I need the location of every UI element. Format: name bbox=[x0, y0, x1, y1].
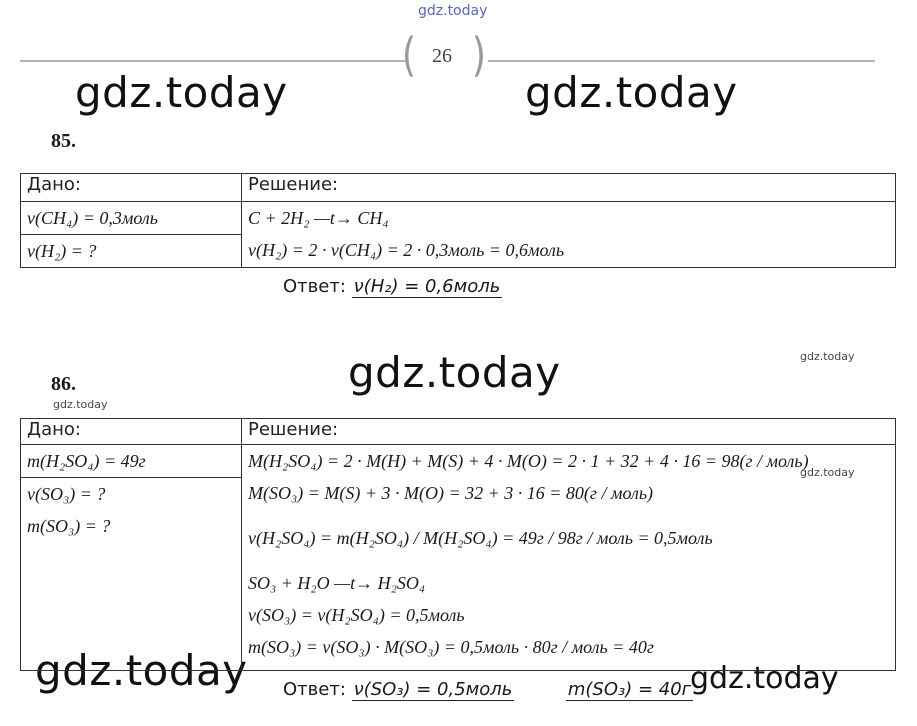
solution-cell bbox=[242, 445, 896, 671]
solution-line: C + 2H₂ —t→ CH₄ bbox=[248, 208, 389, 228]
problem-86-table bbox=[20, 418, 896, 671]
solution-line: m(SO₃) = ν(SO₃) · M(SO₃) = 0,5моль · 80г / моль = 40г bbox=[248, 637, 654, 657]
answer-label: Ответ: bbox=[283, 679, 346, 700]
solution-line: M(H₂SO₄) = 2 · M(H) + M(S) + 4 · M(O) = 2 · 1 + 32 + 4 · 16 = 98(г / моль) bbox=[248, 451, 809, 471]
header-rule-right bbox=[488, 60, 875, 62]
solution-line: M(SO₃) = M(S) + 3 · M(O) = 32 + 3 · 16 = 80(г / моль) bbox=[248, 483, 654, 503]
solution-header: Решение: bbox=[242, 419, 896, 445]
answer-85 bbox=[283, 276, 502, 297]
watermark-top: gdz.today bbox=[418, 3, 488, 19]
solution-header: Решение: bbox=[242, 174, 896, 202]
given-cell bbox=[21, 445, 242, 671]
answer-label: Ответ: bbox=[283, 276, 346, 297]
solution-line: ν(SO₃) = ν(H₂SO₄) = 0,5моль bbox=[248, 605, 465, 625]
solution-line: ν(H₂) = 2 · ν(CH₄) = 2 · 0,3моль = 0,6моль bbox=[248, 240, 565, 260]
answer-value: m(SO₃) = 40г bbox=[567, 679, 692, 700]
problem-number: 86. bbox=[51, 373, 76, 395]
solution-line: SO₃ + H₂O —t→ H₂SO₄ bbox=[248, 573, 426, 593]
given-item: ν(SO₃) = ? bbox=[27, 484, 106, 504]
page-bracket-left: ( bbox=[401, 28, 417, 82]
solution-cell bbox=[242, 202, 896, 268]
watermark: gdz.today bbox=[348, 348, 561, 397]
page-number: 26 bbox=[432, 45, 452, 67]
given-header: Дано: bbox=[21, 419, 242, 445]
watermark-small: gdz.today bbox=[800, 350, 855, 363]
watermark-small: gdz.today bbox=[800, 466, 855, 479]
problem-85-table bbox=[20, 173, 896, 268]
watermark: gdz.today bbox=[35, 646, 248, 695]
watermark: gdz.today bbox=[525, 68, 738, 117]
answer-value: ν(SO₃) = 0,5моль bbox=[353, 679, 513, 700]
answer-86 bbox=[283, 679, 693, 700]
solution-line: ν(H₂SO₄) = m(H₂SO₄) / M(H₂SO₄) = 49г / 98г / моль = 0,5моль bbox=[248, 528, 713, 548]
watermark-small: gdz.today bbox=[53, 398, 108, 411]
given-item: ν(CH₄) = 0,3моль bbox=[21, 202, 241, 235]
answer-value: ν(H₂) = 0,6моль bbox=[353, 276, 501, 297]
given-item: m(SO₃) = ? bbox=[27, 516, 111, 536]
problem-number: 85. bbox=[51, 130, 76, 152]
page-bracket-right: ) bbox=[471, 28, 487, 82]
given-item: ν(H₂) = ? bbox=[27, 241, 97, 261]
header-rule-left bbox=[20, 60, 405, 62]
given-header: Дано: bbox=[21, 174, 242, 202]
watermark: gdz.today bbox=[75, 68, 288, 117]
given-cell bbox=[21, 202, 242, 268]
given-item: m(H₂SO₄) = 49г bbox=[21, 445, 241, 478]
watermark: gdz.today bbox=[690, 661, 839, 696]
